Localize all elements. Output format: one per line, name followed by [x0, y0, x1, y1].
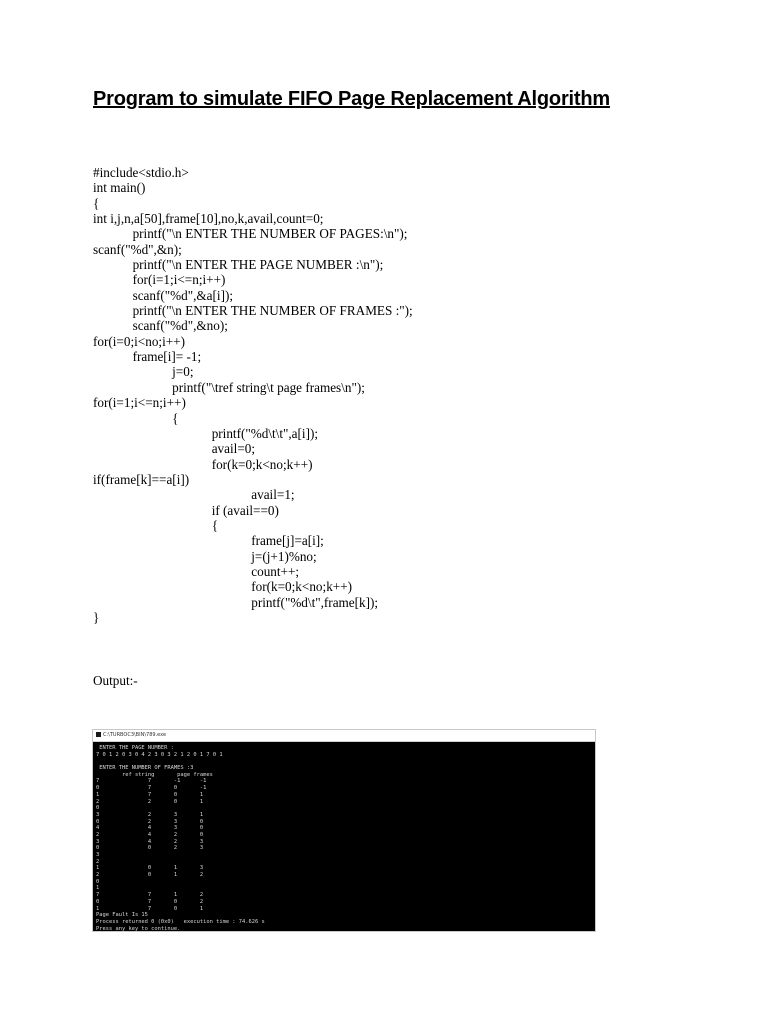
console-line: 3 [96, 852, 100, 858]
code-line: for(k=0;k<no;k++) [93, 456, 313, 472]
code-line: for(i=1;i<=n;i++) [93, 272, 226, 288]
console-line: Press any key to continue. [96, 925, 181, 932]
console-line: 0 7 0 2 [96, 898, 204, 905]
console-screenshot [92, 729, 596, 932]
code-line: j=0; [93, 364, 194, 380]
code-line: if(frame[k]==a[i]) [93, 471, 190, 487]
code-line: j=(j+1)%no; [93, 548, 317, 564]
code-line: frame[j]=a[i]; [93, 533, 324, 549]
console-line: 1 7 0 1 [96, 791, 204, 798]
code-line: if (avail==0) [93, 502, 279, 518]
console-line: Page Fault Is 15 [96, 912, 148, 919]
code-line: for(k=0;k<no;k++) [93, 579, 353, 595]
console-line [96, 758, 595, 765]
code-line: for(i=0;i<no;i++) [93, 333, 186, 349]
console-line: 1 [96, 885, 100, 892]
code-listing [93, 165, 713, 625]
console-line: 0 2 3 0 [96, 818, 204, 825]
console-line: 1 0 1 3 [96, 865, 204, 872]
console-line: 3 4 2 3 [96, 838, 204, 845]
code-line: printf("%d\t\t",a[i]); [93, 425, 319, 441]
code-line: scanf("%d",&n); [93, 241, 182, 257]
code-line: avail=1; [93, 487, 295, 503]
console-output [93, 742, 595, 932]
code-line: for(i=1;i<=n;i++) [93, 395, 186, 411]
console-line: 7 7 -1 -1 [96, 778, 207, 785]
code-line: int i,j,n,a[50],frame[10],no,k,avail,count=0; [93, 211, 324, 227]
console-line: 0 0 2 3 [96, 845, 204, 852]
console-line: 0 7 0 -1 [96, 785, 207, 792]
console-line: 2 2 0 1 [96, 798, 204, 805]
console-line: 2 [96, 858, 100, 865]
code-line: { [93, 195, 100, 211]
code-line: } [93, 609, 100, 625]
console-line: ref string page frames [96, 771, 213, 778]
code-line: scanf("%d",&no); [93, 318, 228, 334]
code-line: frame[i]= -1; [93, 349, 202, 365]
output-label: Output:- [93, 673, 138, 688]
console-line: ENTER THE NUMBER OF FRAMES :3 [96, 765, 194, 772]
code-line: printf("\n ENTER THE PAGE NUMBER :\n"); [93, 257, 384, 273]
console-line: 2 0 1 2 [96, 872, 204, 879]
console-titlebar [93, 730, 595, 742]
console-line: ENTER THE PAGE NUMBER : [96, 745, 174, 751]
code-line: printf("\n ENTER THE NUMBER OF PAGES:\n"); [93, 226, 408, 242]
code-line: int main() [93, 180, 146, 196]
console-line: 0 [96, 878, 100, 885]
console-line: 0 [96, 805, 100, 812]
code-line: { [93, 410, 179, 426]
console-line: 7 7 1 2 [96, 892, 204, 899]
console-line: 2 4 2 0 [96, 831, 204, 838]
code-line: { [93, 517, 219, 533]
console-line: 1 7 0 1 [96, 905, 204, 912]
console-app-icon [96, 732, 101, 737]
code-line: printf("%d\t",frame[k]); [93, 594, 379, 610]
code-line: avail=0; [93, 441, 256, 457]
console-line: 7 0 1 2 0 3 0 4 2 3 0 3 2 1 2 0 1 7 0 1 [96, 751, 223, 758]
console-line: 3 2 3 1 [96, 811, 204, 818]
console-line: 4 4 3 0 [96, 825, 204, 832]
code-line: #include<stdio.h> [93, 165, 189, 180]
console-line: Process returned 0 (0x0) execution time : 74.626 s [96, 918, 265, 925]
console-window-title: C:\TURBOC3\BIN\789.exe [103, 732, 167, 738]
code-line: printf("\n ENTER THE NUMBER OF FRAMES :"); [93, 303, 413, 319]
document-title: Program to simulate FIFO Page Replacement Algorithm [93, 88, 610, 110]
code-line: printf("\tref string\t page frames\n"); [93, 379, 365, 395]
code-line: scanf("%d",&a[i]); [93, 287, 234, 303]
code-line: count++; [93, 563, 300, 579]
